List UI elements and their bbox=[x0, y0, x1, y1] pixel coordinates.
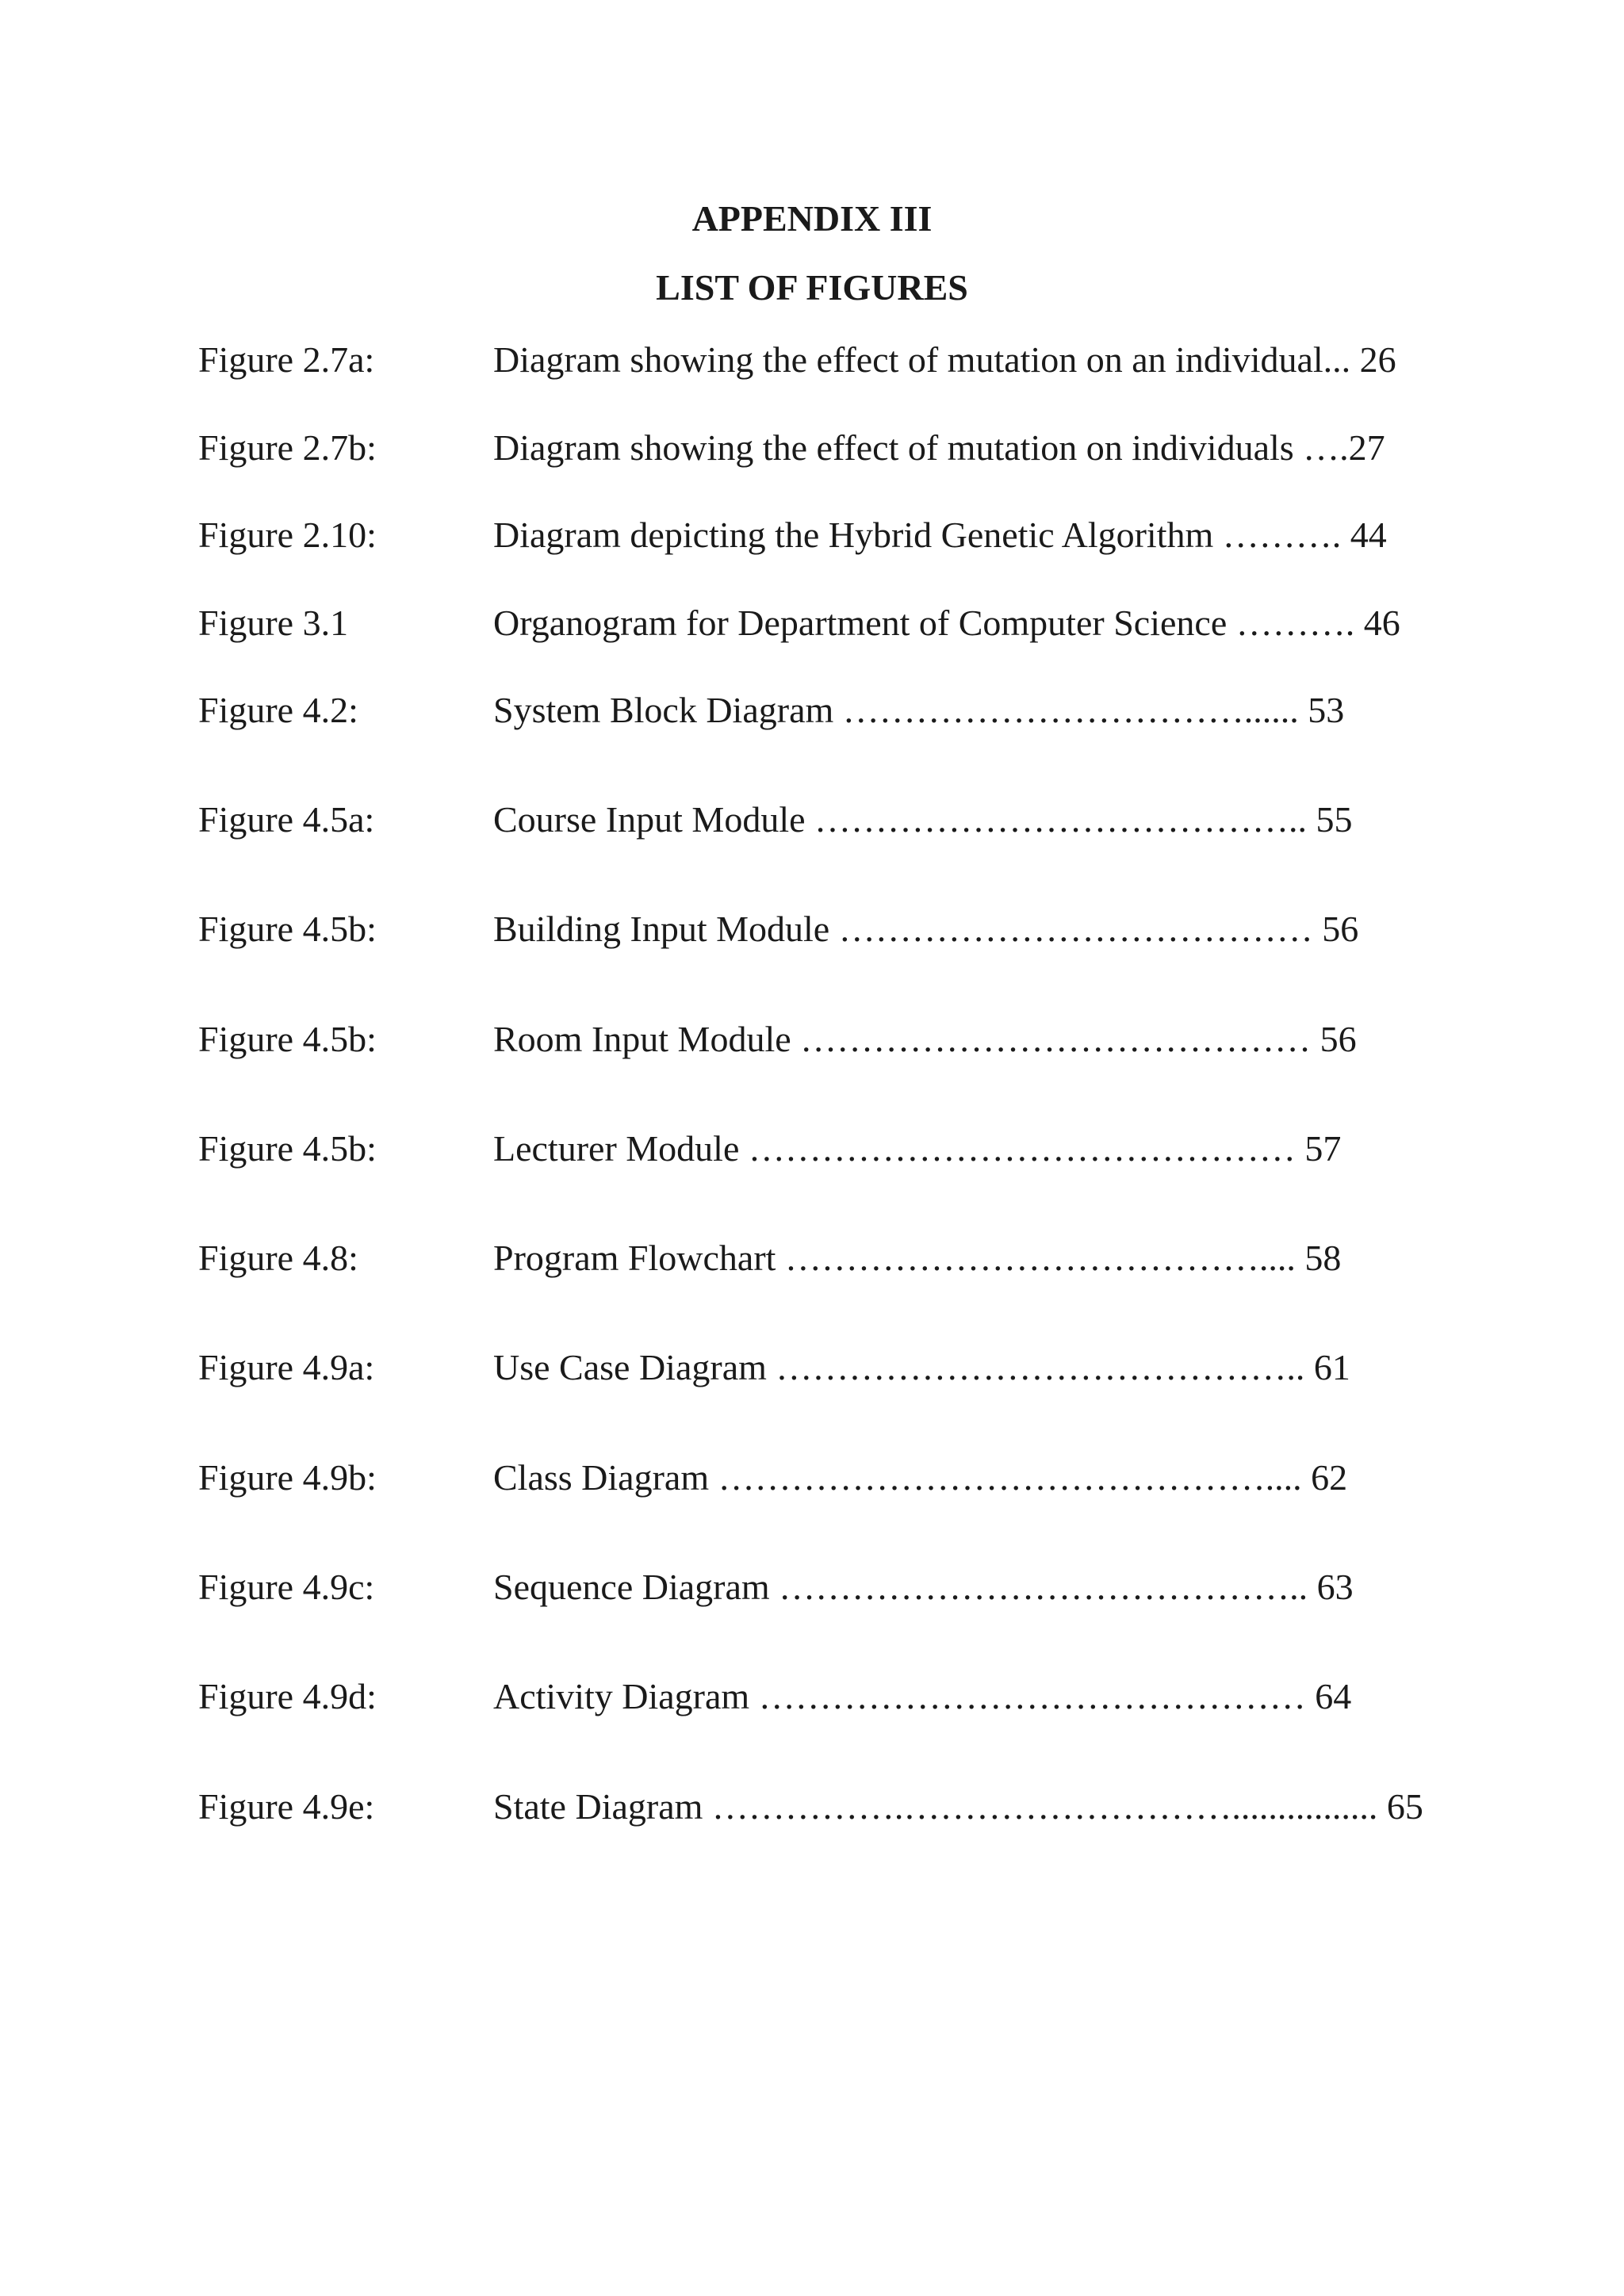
figure-entry bbox=[0, 511, 1624, 559]
figure-description: Organogram for Department of Computer Science ………. 46 bbox=[493, 603, 1400, 643]
list-title: LIST OF FIGURES bbox=[656, 267, 968, 308]
figure-label: Figure 4.8: bbox=[198, 1238, 358, 1278]
figure-entry bbox=[0, 1673, 1624, 1720]
figure-entry bbox=[0, 1125, 1624, 1173]
figure-entry bbox=[0, 1563, 1624, 1611]
figure-description: Program Flowchart ………………………………….... 58 bbox=[493, 1238, 1342, 1278]
figure-entry bbox=[0, 336, 1624, 384]
figure-description: Room Input Module …………………………………… 56 bbox=[493, 1019, 1357, 1059]
figure-label: Figure 4.9b: bbox=[198, 1457, 377, 1498]
figure-entry bbox=[0, 1783, 1624, 1831]
figure-label: Figure 4.9a: bbox=[198, 1347, 375, 1387]
figure-label: Figure 4.5a: bbox=[198, 799, 375, 840]
figure-description: Building Input Module ………………………………… 56 bbox=[493, 909, 1359, 949]
figure-entry bbox=[0, 1016, 1624, 1063]
figure-label: Figure 4.9d: bbox=[198, 1676, 377, 1716]
figure-description: State Diagram …………….………………………................ 65 bbox=[493, 1786, 1423, 1827]
figure-label: Figure 3.1 bbox=[198, 603, 349, 643]
figure-label: Figure 4.2: bbox=[198, 690, 358, 730]
figure-entry bbox=[0, 1234, 1624, 1282]
figure-description: Use Case Diagram …………………………………….. 61 bbox=[493, 1347, 1350, 1387]
figure-entry bbox=[0, 599, 1624, 647]
figure-label: Figure 4.5b: bbox=[198, 1019, 377, 1059]
figure-label: Figure 4.9c: bbox=[198, 1567, 375, 1607]
figure-entry bbox=[0, 1454, 1624, 1502]
figure-label: Figure 4.9e: bbox=[198, 1786, 375, 1827]
figure-entry bbox=[0, 905, 1624, 953]
figure-entry bbox=[0, 796, 1624, 844]
figure-description: Activity Diagram ……………………………………… 64 bbox=[493, 1676, 1352, 1716]
figure-description: Course Input Module ………………………………….. 55 bbox=[493, 799, 1353, 840]
figure-description: System Block Diagram ……………………………...... 53 bbox=[493, 690, 1345, 730]
figure-entry bbox=[0, 687, 1624, 734]
figure-entry bbox=[0, 1344, 1624, 1391]
figure-description: Diagram depicting the Hybrid Genetic Algorithm ………. 44 bbox=[493, 515, 1387, 555]
figure-label: Figure 2.7b: bbox=[198, 427, 377, 468]
figure-description: Diagram showing the effect of mutation on individuals ….27 bbox=[493, 427, 1385, 468]
figure-description: Sequence Diagram …………………………………….. 63 bbox=[493, 1567, 1354, 1607]
figure-entry bbox=[0, 424, 1624, 472]
figure-description: Lecturer Module ……………………………………… 57 bbox=[493, 1128, 1342, 1169]
figure-label: Figure 2.7a: bbox=[198, 339, 375, 380]
figure-label: Figure 4.5b: bbox=[198, 1128, 377, 1169]
figure-description: Class Diagram ……………………………………….... 62 bbox=[493, 1457, 1348, 1498]
figure-label: Figure 4.5b: bbox=[198, 909, 377, 949]
figure-description: Diagram showing the effect of mutation on an individual... 26 bbox=[493, 339, 1396, 380]
appendix-title: APPENDIX III bbox=[691, 198, 933, 239]
figure-label: Figure 2.10: bbox=[198, 515, 377, 555]
